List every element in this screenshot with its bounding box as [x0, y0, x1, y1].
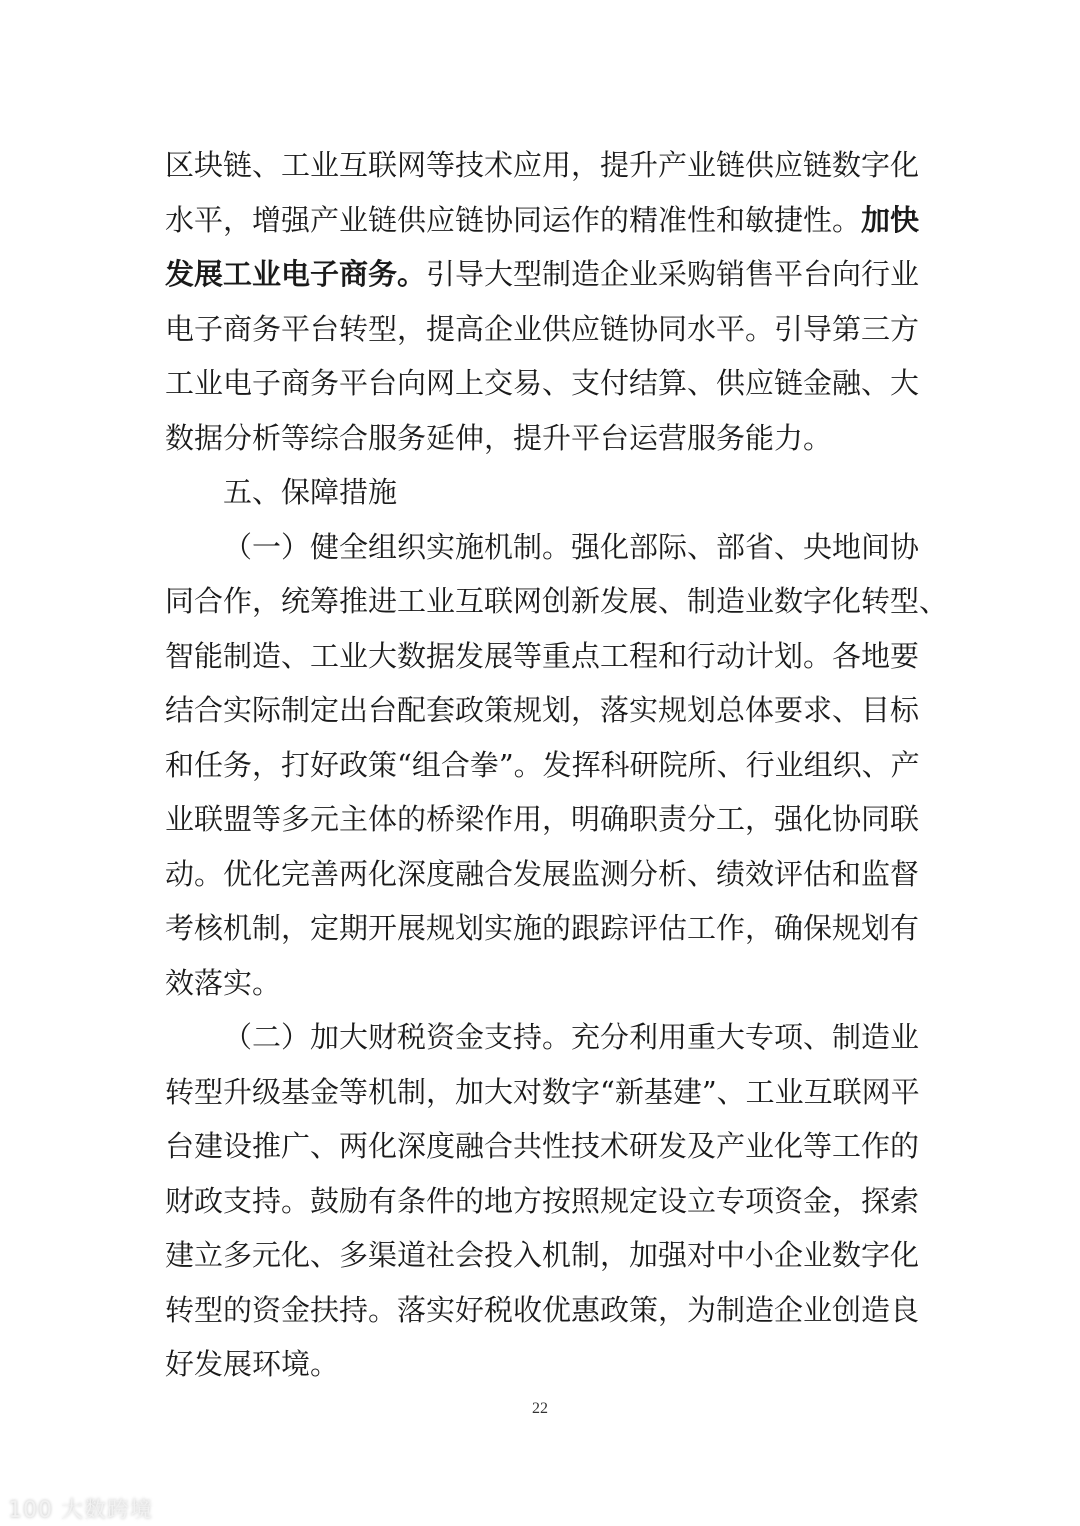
text-run: 工业电子商务平台向网上交易、支付结算、供应链金融、大: [165, 366, 920, 400]
section-heading: [165, 465, 915, 520]
text-run: 考核机制，定期开展规划实施的跟踪评估工作，确保规划有: [165, 911, 920, 945]
text-run: 业联盟等多元主体的桥梁作用，明确职责分工，强化协同联: [165, 802, 920, 836]
text-run: 结合实际制定出台配套政策规划，落实规划总体要求、目标: [165, 693, 920, 727]
text-line: [165, 792, 920, 847]
text-line: [165, 1283, 920, 1338]
text-run: 数据分析等综合服务延伸，提升平台运营服务能力。: [165, 420, 833, 455]
watermark-logo: [8, 1493, 153, 1524]
text-line: [165, 574, 949, 629]
text-run: 台建设推广、两化深度融合共性技术研发及产业化等工作的: [165, 1129, 920, 1163]
text-run: 建立多元化、多渠道社会投入机制，加强对中小企业数字化: [165, 1238, 920, 1272]
text-run: 转型的资金扶持。落实好税收优惠政策，为制造企业创造良: [165, 1292, 920, 1327]
text-line: [165, 1174, 920, 1229]
text-line: [165, 302, 920, 357]
text-line: [165, 1010, 920, 1065]
text-run: 转型升级基金等机制，加大对数字“新基建”、工业互联网平: [165, 1074, 920, 1109]
watermark-logo-mark: 100: [8, 1498, 53, 1523]
text-line: [165, 901, 920, 956]
text-line: [165, 683, 920, 738]
document-body: [165, 138, 949, 1392]
text-line: [165, 629, 920, 684]
watermark-text: 大数跨境: [61, 1498, 154, 1523]
text-line: [165, 847, 920, 902]
text-run: 和任务，打好政策“组合拳”。发挥科研院所、行业组织、产: [165, 747, 920, 782]
text-line: [165, 356, 920, 411]
text-run: 五、保障措施: [223, 475, 398, 509]
text-line: [165, 1337, 915, 1392]
bold-text: 加快: [861, 202, 920, 237]
text-line: [165, 956, 915, 1011]
text-run: 电子商务平台转型，提高企业供应链协同水平。引导第三方: [165, 311, 920, 346]
text-line: [165, 1228, 920, 1283]
text-run: 区块链、工业互联网等技术应用，提升产业链供应链数字化: [165, 148, 920, 182]
text-run: 水平，增强产业链供应链协同运作的精准性和敏捷性。: [165, 202, 862, 237]
text-run: 财政支持。鼓励有条件的地方按照规定设立专项资金，探索: [165, 1183, 920, 1218]
text-line: [165, 1119, 920, 1174]
text-run: 智能制造、工业大数据发展等重点工程和行动计划。各地要: [165, 638, 920, 673]
text-run: （二）加大财税资金支持。充分利用重大专项、制造业: [223, 1020, 920, 1054]
text-line: [165, 411, 915, 466]
text-run: 动。优化完善两化深度融合发展监测分析、绩效评估和监督: [165, 856, 920, 891]
page-number: 22: [532, 1400, 548, 1417]
text-run: 引导大型制造企业采购销售平台向行业: [426, 257, 920, 291]
text-run: 同合作，统筹推进工业互联网创新发展、制造业数字化转型、: [165, 584, 949, 618]
bold-text: 发展工业电子商务。: [165, 257, 427, 291]
text-line: [165, 247, 920, 302]
text-run: 好发展环境。: [165, 1347, 340, 1381]
text-line: [165, 738, 920, 793]
text-run: 效落实。: [165, 965, 282, 1000]
text-line: [165, 193, 920, 248]
text-run: （一）健全组织实施机制。强化部际、部省、央地间协: [223, 529, 920, 564]
text-line: [165, 520, 920, 575]
text-line: [165, 1065, 920, 1120]
text-line: [165, 138, 920, 193]
